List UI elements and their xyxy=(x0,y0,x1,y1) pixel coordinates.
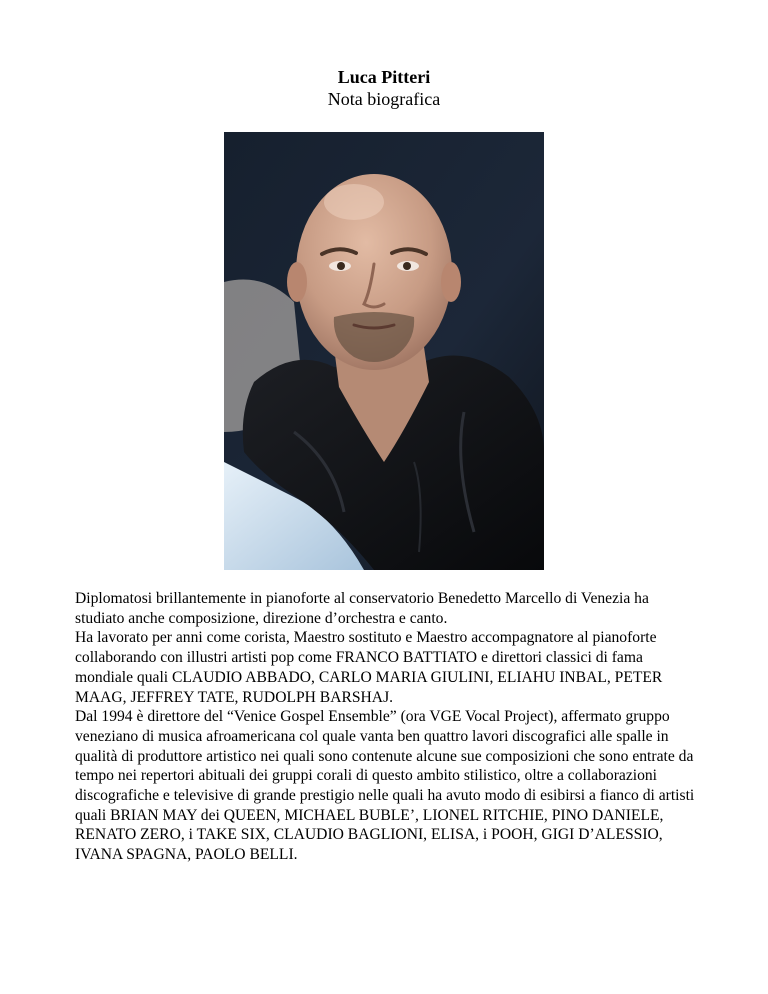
bio-paragraph-3: Dal 1994 è direttore del “Venice Gospel Ensemble” (ora VGE Vocal Project), affermato gruppo veneziano di musica afroamericana col quale vanta ben quattro lavori discografici alle spalle in qualità di produttore artistico nei quali sono contenute alcune sue composizioni che sono entrate da tempo nei repertori abituali dei gruppi corali di questo ambito stilistico, oltre a collaborazioni discografiche e televisive di grande prestigio nelle quali ha avuto modo di esibirsi a fianco di artisti quali BRIAN MAY dei QUEEN, MICHAEL BUBLE’, LIONEL RITCHIE, PINO DANIELE, RENATO ZERO, i TAKE SIX, CLAUDIO BAGLIONI, ELISA, i POOH, GIGI D’ALESSIO, IVANA SPAGNA, PAOLO BELLI. xyxy=(75,708,695,864)
bio-paragraph-1: Diplomatosi brillantemente in pianoforte al conservatorio Benedetto Marcello di Venezia ha studiato anche composizione, direzione d’orchestra e canto. xyxy=(75,590,649,627)
document-title: Luca Pitteri xyxy=(337,67,431,87)
portrait-photo xyxy=(224,132,544,570)
document-subtitle: Nota biografica xyxy=(327,89,441,109)
biography-text xyxy=(75,589,695,865)
portrait-illustration xyxy=(224,132,544,570)
bio-paragraph-2: Ha lavorato per anni come corista, Maestro sostituto e Maestro accompagnatore al pianoforte collaborando con illustri artisti pop come FRANCO BATTIATO e direttori classici di fama mondiale quali CLAUDIO ABBADO, CARLO MARIA GIULINI, ELIAHU INBAL, PETER MAAG, JEFFREY TATE, RUDOLPH BARSHAJ. xyxy=(75,629,663,706)
